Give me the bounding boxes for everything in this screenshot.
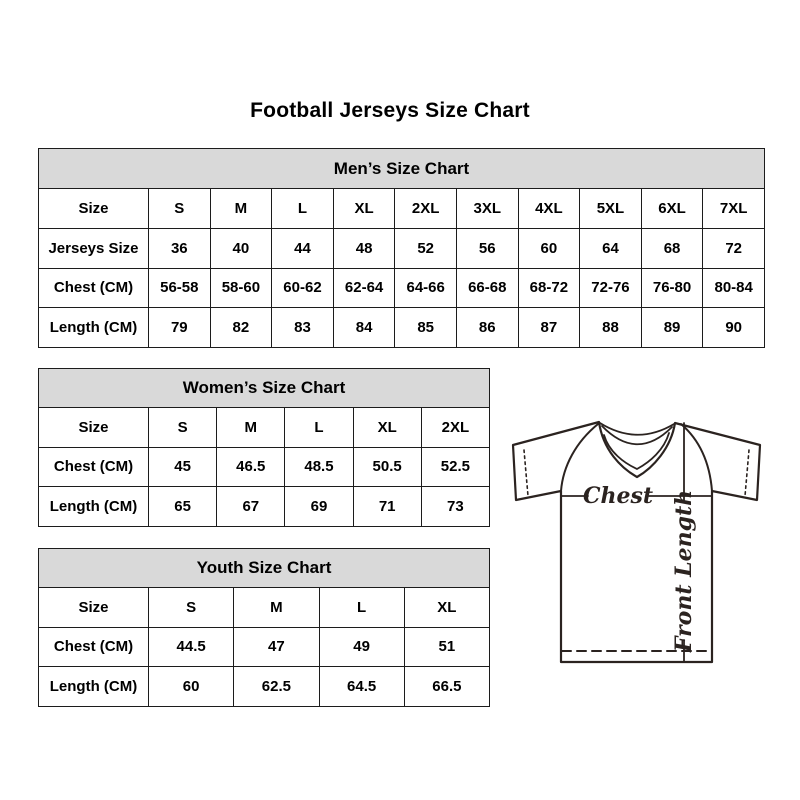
size-value-cell: 48: [333, 228, 395, 268]
mens-size-table: [38, 148, 765, 348]
size-value-cell: 73: [421, 487, 489, 527]
size-value-cell: 51: [404, 627, 489, 667]
size-value-cell: 68: [641, 228, 703, 268]
size-value-cell: 44: [272, 228, 334, 268]
size-value-cell: 79: [149, 308, 211, 348]
jersey-outline-shape: [513, 422, 760, 662]
size-value-cell: 5XL: [580, 189, 642, 229]
women-table-title-row: [39, 369, 490, 408]
size-value-cell: 4XL: [518, 189, 580, 229]
size-value-cell: M: [217, 408, 285, 448]
size-value-cell: 60-62: [272, 268, 334, 308]
men-table-title-row: [39, 149, 765, 189]
womens-size-table: [38, 368, 490, 527]
youth-size-table: [38, 548, 490, 707]
right-sleeve-dashed-line: [745, 450, 749, 496]
right-armhole-seam: [681, 424, 712, 491]
size-value-cell: 46.5: [217, 447, 285, 487]
size-value-cell: 50.5: [353, 447, 421, 487]
size-value-cell: 85: [395, 308, 457, 348]
youth-table-title: Youth Size Chart: [39, 549, 490, 588]
table-row: [39, 667, 490, 707]
row-label-cell: Size: [39, 189, 149, 229]
row-label-cell: Length (CM): [39, 667, 149, 707]
table-row: [39, 189, 765, 229]
page-title: Football Jerseys Size Chart: [250, 99, 530, 122]
row-label-cell: Chest (CM): [39, 268, 149, 308]
size-value-cell: 68-72: [518, 268, 580, 308]
size-value-cell: 88: [580, 308, 642, 348]
size-value-cell: M: [234, 588, 319, 628]
size-value-cell: 89: [641, 308, 703, 348]
front-length-label: Front Length: [671, 489, 697, 653]
size-value-cell: 76-80: [641, 268, 703, 308]
size-value-cell: 45: [149, 447, 217, 487]
size-value-cell: 49: [319, 627, 404, 667]
left-armhole-seam: [561, 424, 598, 491]
size-value-cell: XL: [353, 408, 421, 448]
size-value-cell: 80-84: [703, 268, 765, 308]
size-value-cell: 2XL: [395, 189, 457, 229]
youth-table-title-row: [39, 549, 490, 588]
size-value-cell: 40: [210, 228, 272, 268]
collar-back-arc-outer: [600, 423, 674, 435]
size-value-cell: 44.5: [149, 627, 234, 667]
size-value-cell: 71: [353, 487, 421, 527]
men-table-title: Men’s Size Chart: [39, 149, 765, 189]
size-value-cell: L: [319, 588, 404, 628]
row-label-cell: Length (CM): [39, 487, 149, 527]
row-label-cell: Chest (CM): [39, 627, 149, 667]
size-value-cell: 84: [333, 308, 395, 348]
size-value-cell: 72-76: [580, 268, 642, 308]
women-table-title: Women’s Size Chart: [39, 369, 490, 408]
size-value-cell: 52: [395, 228, 457, 268]
size-value-cell: L: [272, 189, 334, 229]
size-value-cell: XL: [333, 189, 395, 229]
size-value-cell: 47: [234, 627, 319, 667]
size-value-cell: 82: [210, 308, 272, 348]
size-value-cell: 62.5: [234, 667, 319, 707]
size-value-cell: S: [149, 189, 211, 229]
table-row: [39, 268, 765, 308]
size-value-cell: 58-60: [210, 268, 272, 308]
row-label-cell: Size: [39, 588, 149, 628]
size-value-cell: 65: [149, 487, 217, 527]
size-value-cell: L: [285, 408, 353, 448]
size-value-cell: 48.5: [285, 447, 353, 487]
left-sleeve-dashed-line: [524, 450, 528, 496]
size-value-cell: 36: [149, 228, 211, 268]
size-value-cell: M: [210, 189, 272, 229]
size-value-cell: XL: [404, 588, 489, 628]
size-value-cell: 6XL: [641, 189, 703, 229]
row-label-cell: Size: [39, 408, 149, 448]
size-value-cell: 90: [703, 308, 765, 348]
size-value-cell: 60: [149, 667, 234, 707]
table-row: [39, 408, 490, 448]
size-value-cell: 52.5: [421, 447, 489, 487]
size-value-cell: 72: [703, 228, 765, 268]
table-row: [39, 447, 490, 487]
size-value-cell: 62-64: [333, 268, 395, 308]
jersey-measurement-diagram: [503, 400, 773, 670]
size-value-cell: 60: [518, 228, 580, 268]
size-value-cell: 56: [456, 228, 518, 268]
chest-label: Chest: [582, 483, 654, 509]
size-value-cell: S: [149, 408, 217, 448]
size-value-cell: S: [149, 588, 234, 628]
size-value-cell: 64.5: [319, 667, 404, 707]
size-value-cell: 86: [456, 308, 518, 348]
table-row: [39, 308, 765, 348]
size-value-cell: 3XL: [456, 189, 518, 229]
size-value-cell: 66.5: [404, 667, 489, 707]
row-label-cell: Jerseys Size: [39, 228, 149, 268]
table-row: [39, 588, 490, 628]
size-value-cell: 87: [518, 308, 580, 348]
size-value-cell: 69: [285, 487, 353, 527]
size-value-cell: 64: [580, 228, 642, 268]
size-value-cell: 2XL: [421, 408, 489, 448]
size-value-cell: 56-58: [149, 268, 211, 308]
size-value-cell: 67: [217, 487, 285, 527]
row-label-cell: Chest (CM): [39, 447, 149, 487]
size-value-cell: 66-68: [456, 268, 518, 308]
table-row: [39, 487, 490, 527]
size-value-cell: 83: [272, 308, 334, 348]
table-row: [39, 228, 765, 268]
size-value-cell: 7XL: [703, 189, 765, 229]
row-label-cell: Length (CM): [39, 308, 149, 348]
table-row: [39, 627, 490, 667]
size-value-cell: 64-66: [395, 268, 457, 308]
